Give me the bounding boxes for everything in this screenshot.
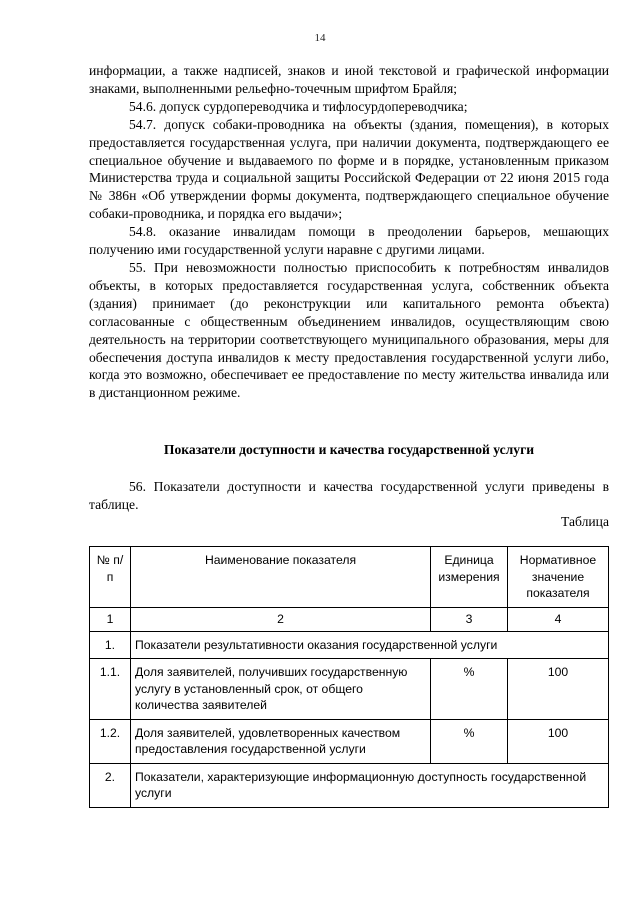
column-number: 3	[431, 608, 508, 632]
row-name: Показатели результативности оказания государственной услуги	[131, 631, 609, 659]
paragraph: информации, а также надписей, знаков и иной текстовой и графической информации знаками, выполненными рельефно-точечным шрифтом Брайля;	[89, 63, 609, 96]
paragraph: 54.8. оказание инвалидам помощи в преодолении барьеров, мешающих получению ими государственной услуги наравне с другими лицами.	[89, 224, 609, 258]
indicators-table	[89, 546, 609, 808]
column-number: 1	[90, 608, 131, 632]
row-value: 100	[508, 659, 609, 720]
row-unit: %	[431, 719, 508, 763]
column-number: 2	[131, 608, 431, 632]
row-number: 1.2.	[90, 719, 131, 763]
column-number: 4	[508, 608, 609, 632]
row-name: Доля заявителей, удовлетворенных качеством предоставления государственной услуги	[131, 719, 431, 763]
table-row	[90, 763, 609, 807]
paragraph: 54.6. допуск сурдопереводчика и тифлосурдопереводчика;	[129, 98, 468, 114]
header-value: Нормативное значение показателя	[508, 547, 609, 608]
row-number: 1.	[90, 631, 131, 659]
header-unit: Единица измерения	[431, 547, 508, 608]
section-title: Показатели доступности и качества государственной услуги	[163, 442, 535, 457]
row-name: Показатели, характеризующие информационную доступность государственной услуги	[131, 763, 609, 807]
column-number-row	[90, 608, 609, 632]
table-header-row	[90, 547, 609, 608]
paragraph-56	[89, 478, 609, 514]
row-value: 100	[508, 719, 609, 763]
row-number: 2.	[90, 763, 131, 807]
row-unit: %	[431, 659, 508, 720]
header-name: Наименование показателя	[131, 547, 431, 608]
table-caption: Таблица	[561, 514, 609, 529]
paragraph: 55. При невозможности полностью приспособить к потребностям инвалидов объекты, в которых предоставляется государственная услуга, собственник объекта (здания) принимает (до реконструкции или капитального ремонта объекта) согласованные с общественным объединением инвалидов, осуществляющим свою деятельность на территории соответствующего муниципального образования, меры для обеспечения доступа инвалидов к месту предоставления государственной услуги либо, когда это возможно, обеспечивает ее предоставление по месту жительства инвалида или в дистанционном режиме.	[89, 259, 609, 401]
table-row	[90, 631, 609, 659]
row-name: Доля заявителей, получивших государственную услугу в установленный срок, от общего количества заявителей	[131, 659, 431, 720]
table-row	[90, 719, 609, 763]
body-text	[89, 62, 609, 402]
row-number: 1.1.	[90, 659, 131, 720]
table-row	[90, 659, 609, 720]
page-number: 14	[314, 32, 326, 44]
paragraph: 54.7. допуск собаки-проводника на объекты (здания, помещения), в которых предоставляется государственная услуга, при наличии документа, подтверждающего ее специальное обучение и выдаваемого по форме и в порядке, установленным приказом Министерства труда и социальной защиты Российской Федерации от 22 июня 2015 года № 386н «Об утверждении формы документа, подтверждающего специальное обучение собаки-проводника, и порядка его выдачи»;	[89, 116, 609, 222]
paragraph: 56. Показатели доступности и качества государственной услуги приведены в таблице.	[89, 479, 609, 512]
header-number: № п/п	[90, 547, 131, 608]
